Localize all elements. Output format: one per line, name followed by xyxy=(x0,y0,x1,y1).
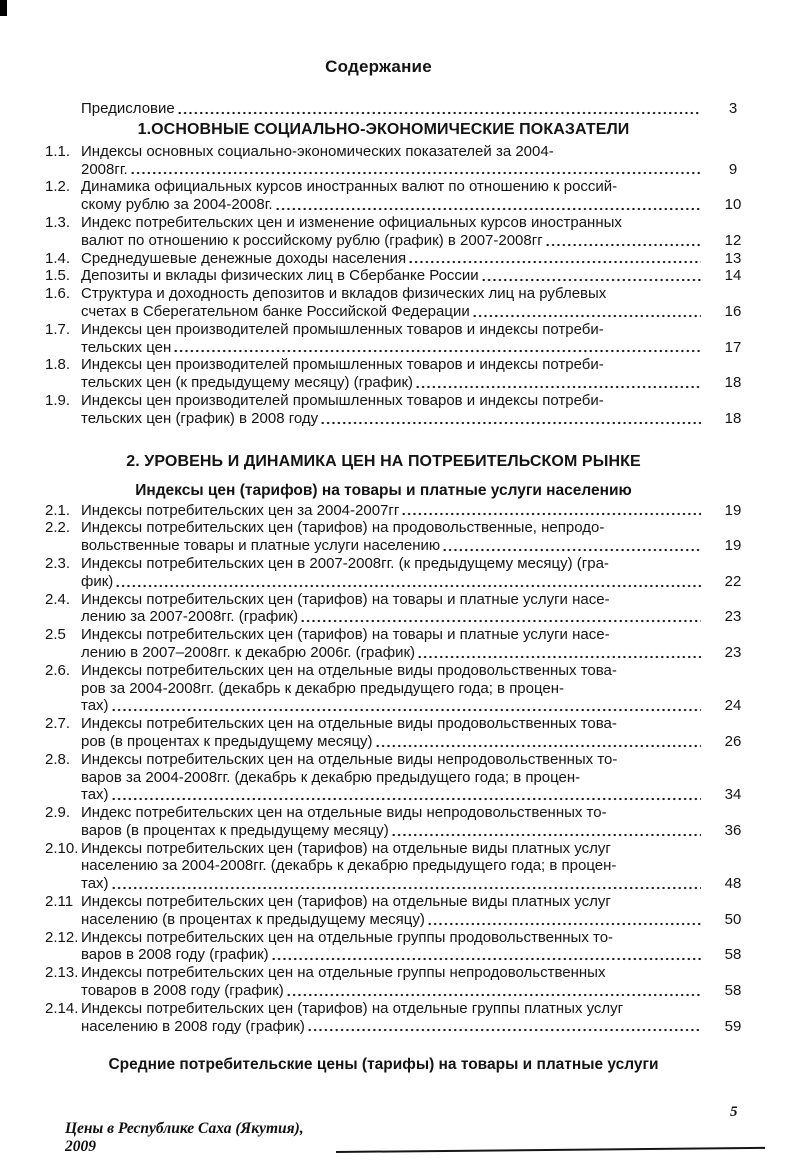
entry-page-number: 58 xyxy=(724,946,742,964)
entry-lines xyxy=(81,100,704,118)
entry-line-text: населению в 2008 году (график) xyxy=(81,1017,305,1035)
toc-entry xyxy=(45,840,762,893)
entry-number: 2.13. xyxy=(45,964,79,982)
toc-entry xyxy=(45,285,762,321)
entry-page-number: 12 xyxy=(724,231,742,249)
toc-entry xyxy=(45,751,762,804)
entry-line: Индексы потребительских цен на отдельные группы продовольственных то- xyxy=(81,928,614,946)
entry-line xyxy=(81,822,704,840)
entry-line-text: варов (в процентах к предыдущему месяцу) xyxy=(81,821,389,839)
entry-line-text: вольственные товары и платные услуги населению xyxy=(81,537,441,555)
toc-entry xyxy=(45,519,762,555)
entry-lines xyxy=(81,250,704,268)
entry-page-number: 19 xyxy=(724,537,742,555)
entry-line: Индексы потребительских цен в 2007-2008гг. (к предыдущему месяцу) (гра- xyxy=(81,554,609,572)
entry-line xyxy=(81,1018,704,1036)
entry-lines xyxy=(81,555,704,591)
dot-leader xyxy=(111,875,701,893)
entry-line-text: тельских цен (к предыдущему месяцу) (график) xyxy=(81,374,414,392)
entry-line-text: лению за 2007-2008гг. (график) xyxy=(81,608,299,626)
entry-number: 1.5. xyxy=(45,267,71,285)
entry-line-text: валют по отношению к российскому рублю (график) в 2007-2008гг xyxy=(81,231,543,249)
entry-lines xyxy=(81,964,704,1000)
toc-entry xyxy=(45,178,762,214)
toc-entry xyxy=(45,662,762,715)
entry-line-text: ров (в процентах к предыдущему месяцу) xyxy=(81,732,373,750)
entry-line: Индексы цен производителей промышленных товаров и индексы потреби- xyxy=(81,356,604,374)
entry-number: 2.1. xyxy=(45,501,71,519)
dot-leader xyxy=(417,644,701,662)
entry-line xyxy=(81,374,704,392)
footer xyxy=(65,1120,765,1156)
entry-line xyxy=(81,733,704,751)
entry-number: 2.11 xyxy=(45,893,74,911)
entry-line xyxy=(81,644,704,662)
toc-entry xyxy=(45,1000,762,1036)
entry-lines xyxy=(81,626,704,662)
toc-entry xyxy=(45,100,762,118)
entry-line: варов за 2004-2008гг. (декабрь к декабрю предыдущего года; в процен- xyxy=(81,768,581,786)
page-title: Содержание xyxy=(325,57,432,76)
entry-line-text: Предисловие xyxy=(81,100,175,117)
entry-line-text: тах) xyxy=(81,697,109,715)
entry-page-number: 23 xyxy=(724,643,742,661)
toc-entry xyxy=(45,392,762,428)
entry-page-number: 18 xyxy=(724,374,742,392)
toc-entry xyxy=(45,502,762,520)
entry-line xyxy=(81,250,704,268)
footer-rule xyxy=(336,1147,765,1153)
dot-leader xyxy=(401,502,701,520)
toc-entry xyxy=(45,591,762,627)
entry-lines xyxy=(81,591,704,627)
entry-number: 1.8. xyxy=(45,356,71,374)
entry-number: 2.3. xyxy=(45,554,71,572)
entry-line xyxy=(81,161,704,179)
entry-line xyxy=(81,982,704,1000)
entry-number: 1.9. xyxy=(45,391,71,409)
entry-line: Индексы цен производителей промышленных товаров и индексы потреби- xyxy=(81,391,604,409)
entry-number: 1.4. xyxy=(45,249,71,267)
dot-leader xyxy=(320,410,701,428)
dot-leader xyxy=(300,608,701,626)
entry-lines xyxy=(81,321,704,357)
dot-leader xyxy=(375,733,701,751)
entry-line: Индексы потребительских цен (тарифов) на отдельные группы платных услуг xyxy=(81,999,624,1017)
toc-body xyxy=(45,56,762,1076)
entry-line-text: фик) xyxy=(81,572,114,590)
dot-leader xyxy=(130,161,701,179)
entry-page-number: 22 xyxy=(724,572,742,590)
toc-entry xyxy=(45,964,762,1000)
entry-lines xyxy=(81,143,704,179)
entry-line-text: Индексы потребительских цен за 2004-2007гг xyxy=(81,501,400,519)
entry-line-text: тельских цен xyxy=(81,338,172,356)
dot-leader xyxy=(111,786,701,804)
footer-title: Цены в Республике Саха (Якутия), 2009 xyxy=(65,1120,304,1155)
entry-number: 1.1. xyxy=(45,142,71,160)
entry-line: Индексы цен производителей промышленных товаров и индексы потреби- xyxy=(81,320,604,338)
entry-number: 2.2. xyxy=(45,519,71,537)
entry-line-text: тах) xyxy=(81,786,109,804)
entry-page-number: 16 xyxy=(724,302,742,320)
entry-lines xyxy=(81,929,704,965)
entry-number: 2.14. xyxy=(45,999,79,1017)
entry-line: Структура и доходность депозитов и вкладов физических лиц на рублевых xyxy=(81,285,607,303)
entry-lines xyxy=(81,267,704,285)
dot-leader xyxy=(427,911,701,929)
entry-line: Индексы потребительских цен (тарифов) на товары и платные услуги насе- xyxy=(81,626,610,644)
scan-artifact-mark xyxy=(0,0,7,16)
entry-number: 1.2. xyxy=(45,178,71,196)
entry-page-number: 34 xyxy=(724,786,742,804)
entry-line: населению за 2004-2008гг. (декабрь к декабрю предыдущего года; в процен- xyxy=(81,857,617,875)
dot-leader xyxy=(442,537,701,555)
entry-lines xyxy=(81,751,704,804)
entry-line xyxy=(81,410,704,428)
entry-line: Индекс потребительских цен и изменение официальных курсов иностранных xyxy=(81,213,622,231)
entry-number: 2.5 xyxy=(45,626,66,644)
toc-entry xyxy=(45,715,762,751)
entry-line: Индекс потребительских цен на отдельные виды непродовольственных то- xyxy=(81,804,607,822)
dot-leader xyxy=(481,267,701,285)
section-heading: 1.ОСНОВНЫЕ СОЦИАЛЬНО-ЭКОНОМИЧЕСКИЕ ПОКАЗАТЕЛИ xyxy=(137,120,630,138)
entry-line: Динамика официальных курсов иностранных валют по отношению к россий- xyxy=(81,178,618,196)
entry-lines xyxy=(81,715,704,751)
dot-leader xyxy=(275,196,701,214)
toc-entry xyxy=(45,804,762,840)
entry-line xyxy=(81,100,704,118)
entry-line: Индексы потребительских цен (тарифов) на отдельные виды платных услуг xyxy=(81,893,611,911)
entry-line-text: лению в 2007–2008гг. к декабрю 2006г. (график) xyxy=(81,643,416,661)
toc-entry xyxy=(45,143,762,179)
entry-lines xyxy=(81,519,704,555)
entry-page-number: 18 xyxy=(724,409,742,427)
toc-entry xyxy=(45,356,762,392)
entry-lines xyxy=(81,893,704,929)
group-subheading: Средние потребительские цены (тарифы) на товары и платные услуги xyxy=(108,1056,659,1074)
entry-page-number: 14 xyxy=(724,267,742,285)
entry-line xyxy=(81,946,704,964)
entry-lines xyxy=(81,285,704,321)
toc-entry xyxy=(45,250,762,268)
entry-page-number: 17 xyxy=(724,338,742,356)
entry-number: 2.10. xyxy=(45,839,79,857)
entry-line: Индексы потребительских цен на отдельные виды продовольственных това- xyxy=(81,661,617,679)
entry-number: 2.7. xyxy=(45,715,71,733)
entry-lines xyxy=(81,356,704,392)
entry-lines xyxy=(81,840,704,893)
entry-line: Индексы потребительских цен на отдельные виды непродовольственных то- xyxy=(81,750,618,768)
toc-entry xyxy=(45,626,762,662)
entry-lines xyxy=(81,178,704,214)
entry-line: ров за 2004-2008гг. (декабрь к декабрю предыдущего года; в процен- xyxy=(81,679,565,697)
entry-page-number: 24 xyxy=(724,697,742,715)
entry-line xyxy=(81,786,704,804)
entry-number: 2.9. xyxy=(45,804,71,822)
toc-entry xyxy=(45,267,762,285)
entry-lines xyxy=(81,502,704,520)
entry-number: 1.6. xyxy=(45,285,71,303)
dot-leader xyxy=(111,697,701,715)
entry-lines xyxy=(81,392,704,428)
entry-line-text: Среднедушевые денежные доходы населения xyxy=(81,249,407,267)
entry-number: 1.3. xyxy=(45,213,71,231)
entry-page-number: 58 xyxy=(724,982,742,1000)
entry-line xyxy=(81,537,704,555)
footer-page-number: 5 xyxy=(730,1104,738,1120)
entry-line-text: товаров в 2008 году (график) xyxy=(81,982,284,1000)
entry-line-text: Депозиты и вклады физических лиц в Сбербанке России xyxy=(81,267,479,285)
dot-leader xyxy=(173,339,701,357)
entry-line-text: 2008гг. xyxy=(81,160,128,178)
entry-line xyxy=(81,502,704,520)
toc-entry xyxy=(45,555,762,591)
entry-lines xyxy=(81,804,704,840)
entry-line-text: скому рублю за 2004-2008г. xyxy=(81,196,273,214)
entry-number: 1.7. xyxy=(45,320,71,338)
entry-page-number: 10 xyxy=(724,196,742,214)
entry-page-number: 59 xyxy=(724,1017,742,1035)
entry-page-number: 3 xyxy=(728,100,738,117)
toc-entry xyxy=(45,893,762,929)
entry-line-text: тельских цен (график) в 2008 году xyxy=(81,409,319,427)
dot-leader xyxy=(415,374,701,392)
entry-lines xyxy=(81,662,704,715)
group-subheading: Индексы цен (тарифов) на товары и платные услуги населению xyxy=(135,481,632,499)
entry-line: Индексы основных социально-экономических показателей за 2004- xyxy=(81,142,554,160)
entry-page-number: 23 xyxy=(724,608,742,626)
entry-line xyxy=(81,339,704,357)
dot-leader xyxy=(307,1018,701,1036)
section-heading: 2. УРОВЕНЬ И ДИНАМИКА ЦЕН НА ПОТРЕБИТЕЛЬСКОМ РЫНКЕ xyxy=(126,452,641,470)
entry-page-number: 19 xyxy=(724,501,742,519)
dot-leader xyxy=(472,303,701,321)
dot-leader xyxy=(545,232,701,250)
entry-line xyxy=(81,608,704,626)
entry-lines xyxy=(81,1000,704,1036)
entry-line xyxy=(81,875,704,893)
entry-page-number: 36 xyxy=(724,821,742,839)
entry-line-text: населению (в процентах к предыдущему месяцу) xyxy=(81,910,425,928)
entry-line-text: варов в 2008 году (график) xyxy=(81,946,269,964)
entry-number: 2.12. xyxy=(45,928,79,946)
entry-page-number: 9 xyxy=(728,160,738,178)
toc-entry xyxy=(45,321,762,357)
toc-entry xyxy=(45,929,762,965)
entry-line: Индексы потребительских цен (тарифов) на товары и платные услуги насе- xyxy=(81,590,610,608)
dot-leader xyxy=(271,946,701,964)
entry-line-text: счетах в Сберегательном банке Российской Федерации xyxy=(81,302,470,320)
entry-number: 2.6. xyxy=(45,661,71,679)
entry-page-number: 48 xyxy=(724,875,742,893)
entry-line xyxy=(81,267,704,285)
entry-line: Индексы потребительских цен на отдельные виды продовольственных това- xyxy=(81,715,617,733)
entry-line xyxy=(81,911,704,929)
dot-leader xyxy=(391,822,701,840)
toc-entry xyxy=(45,214,762,250)
entry-number: 2.4. xyxy=(45,590,71,608)
entry-page-number: 50 xyxy=(724,910,742,928)
entry-line: Индексы потребительских цен (тарифов) на продовольственные, непродо- xyxy=(81,519,605,537)
dot-leader xyxy=(177,100,701,118)
entry-line-text: тах) xyxy=(81,875,109,893)
entry-line xyxy=(81,196,704,214)
entry-line xyxy=(81,697,704,715)
entry-line xyxy=(81,303,704,321)
entry-page-number: 13 xyxy=(724,249,742,267)
entry-number: 2.8. xyxy=(45,750,71,768)
dot-leader xyxy=(408,250,701,268)
entry-line xyxy=(81,232,704,250)
entry-lines xyxy=(81,214,704,250)
entry-line: Индексы потребительских цен на отдельные группы непродовольственных xyxy=(81,964,606,982)
entry-line xyxy=(81,573,704,591)
dot-leader xyxy=(286,982,701,1000)
entry-page-number: 26 xyxy=(724,732,742,750)
entry-line: Индексы потребительских цен (тарифов) на отдельные виды платных услуг xyxy=(81,839,611,857)
dot-leader xyxy=(115,573,701,591)
